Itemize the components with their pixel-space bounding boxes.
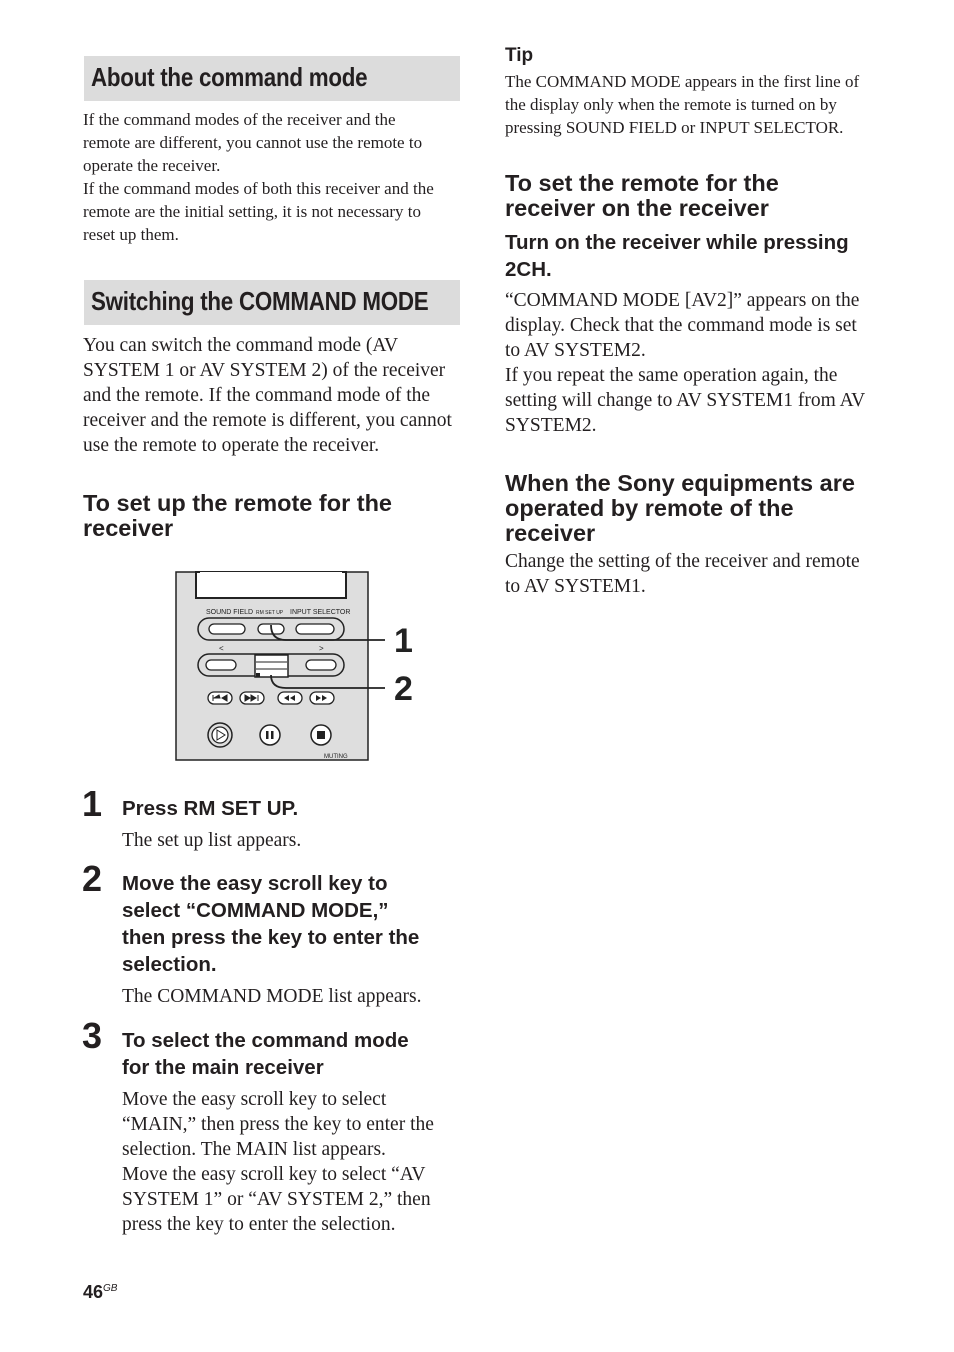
text-line: You can switch the command mode (AV: [83, 335, 399, 356]
text-line: The COMMAND MODE appears in the first line of: [505, 72, 860, 91]
muting-label: MUTING: [324, 754, 348, 760]
rm-set-up-label: RM SET UP: [256, 610, 284, 616]
step-title-line: To select the command mode: [122, 1029, 409, 1052]
input-selector-label: INPUT SELECTOR: [290, 609, 351, 616]
text-line: to AV SYSTEM1.: [505, 576, 646, 597]
text-line: If the command modes of the receiver and the: [83, 110, 396, 129]
callout-number-2: 2: [394, 670, 413, 708]
right-arrow-label: >: [319, 644, 324, 653]
text-line: to AV SYSTEM2.: [505, 340, 646, 361]
step-3-body: [122, 1087, 434, 1237]
text-line: Move the easy scroll key to select “AV: [122, 1164, 426, 1185]
sound-field-button[interactable]: [209, 624, 245, 634]
section-title-about: About the command mode: [91, 62, 368, 92]
page-number: [83, 1282, 117, 1303]
text-line: SYSTEM 1” or “AV SYSTEM 2,” then: [122, 1189, 431, 1210]
text-line: the display only when the remote is turned on by: [505, 95, 837, 114]
heading-line: receiver on the receiver: [505, 195, 769, 221]
left-arrow-label: <: [219, 644, 224, 653]
text-line: display. Check that the command mode is set: [505, 315, 857, 336]
step-1-title: [122, 795, 298, 822]
text-line: operate the receiver.: [83, 156, 221, 175]
step-title-line: Press RM SET UP.: [122, 797, 299, 820]
step-title-line: selection.: [122, 953, 217, 976]
switching-paragraph: [83, 333, 452, 458]
receiver-paragraph: [505, 288, 865, 438]
text-line: press the key to enter the selection.: [122, 1214, 396, 1235]
text-line: Move the easy scroll key to select: [122, 1089, 387, 1110]
about-paragraph: [83, 108, 434, 246]
sony-paragraph: [505, 549, 860, 599]
step-title-line: select “COMMAND MODE,”: [122, 899, 389, 922]
section-banner-about: [84, 56, 460, 101]
text-line: setting will change to AV SYSTEM1 from AV: [505, 390, 866, 411]
text-line: and the remote. If the command mode of the: [83, 385, 431, 406]
step-number-1: 1: [82, 783, 103, 824]
text-line: “COMMAND MODE [AV2]” appears on the: [505, 290, 860, 311]
heading-line: receiver: [505, 520, 596, 546]
text-line: The set up list appears.: [122, 830, 302, 851]
text-line: SYSTEM2.: [505, 415, 597, 436]
heading-line: operated by remote of the: [505, 495, 794, 521]
section-title-switching: Switching the COMMAND MODE: [91, 286, 429, 316]
callout-number-1: 1: [394, 622, 413, 660]
sony-heading: [505, 471, 855, 546]
left-button[interactable]: [206, 660, 236, 670]
right-button[interactable]: [306, 660, 336, 670]
text-line: reset up them.: [83, 225, 179, 244]
step-number-3: 3: [82, 1015, 103, 1056]
text-line: remote are the initial setting, it is not necessary to: [83, 202, 422, 221]
text-line: remote are different, you cannot use the remote to: [83, 133, 423, 152]
heading-line: To set up the remote for the: [83, 490, 392, 516]
text-line: selection. The MAIN list appears.: [122, 1139, 386, 1160]
remote-control-illustration: [170, 568, 430, 763]
sound-field-label: SOUND FIELD: [206, 609, 254, 616]
text-line: Change the setting of the receiver and remote: [505, 551, 860, 572]
text-line: use the remote to operate the receiver.: [83, 435, 380, 456]
step-title-line: then press the key to enter the: [122, 926, 420, 949]
step-3-title: [122, 1027, 409, 1081]
step-2-body: [122, 984, 422, 1009]
tip-label: Tip: [505, 45, 534, 66]
subheading-line: 2CH.: [505, 258, 552, 281]
setup-heading: [83, 491, 392, 541]
page-number-suffix: GB: [103, 1283, 118, 1294]
text-line: If the command modes of both this receiver and the: [83, 179, 434, 198]
step-title-line: Move the easy scroll key to: [122, 872, 388, 895]
step-title-line: for the main receiver: [122, 1056, 324, 1079]
section-banner-switching: [84, 280, 460, 325]
receiver-subheading: [505, 229, 849, 283]
input-selector-button[interactable]: [296, 624, 334, 634]
text-line: SYSTEM 1 or AV SYSTEM 2) of the receiver: [83, 360, 446, 381]
tip-paragraph: [505, 70, 859, 139]
receiver-heading: [505, 171, 779, 221]
heading-line: receiver: [83, 515, 174, 541]
text-line: receiver and the remote is different, you cannot: [83, 410, 452, 431]
text-line: The COMMAND MODE list appears.: [122, 986, 422, 1007]
step-number-2: 2: [82, 858, 103, 899]
step-1-body: [122, 828, 301, 853]
heading-line: To set the remote for the: [505, 170, 779, 196]
text-line: If you repeat the same operation again, the: [505, 365, 838, 386]
step-2-title: [122, 870, 419, 978]
heading-line: When the Sony equipments are: [505, 470, 855, 496]
text-line: pressing SOUND FIELD or INPUT SELECTOR.: [505, 118, 844, 137]
pause-button[interactable]: [260, 725, 280, 745]
text-line: “MAIN,” then press the key to enter the: [122, 1114, 434, 1135]
page-number-value: 46: [83, 1282, 104, 1302]
subheading-line: Turn on the receiver while pressing: [505, 231, 849, 254]
